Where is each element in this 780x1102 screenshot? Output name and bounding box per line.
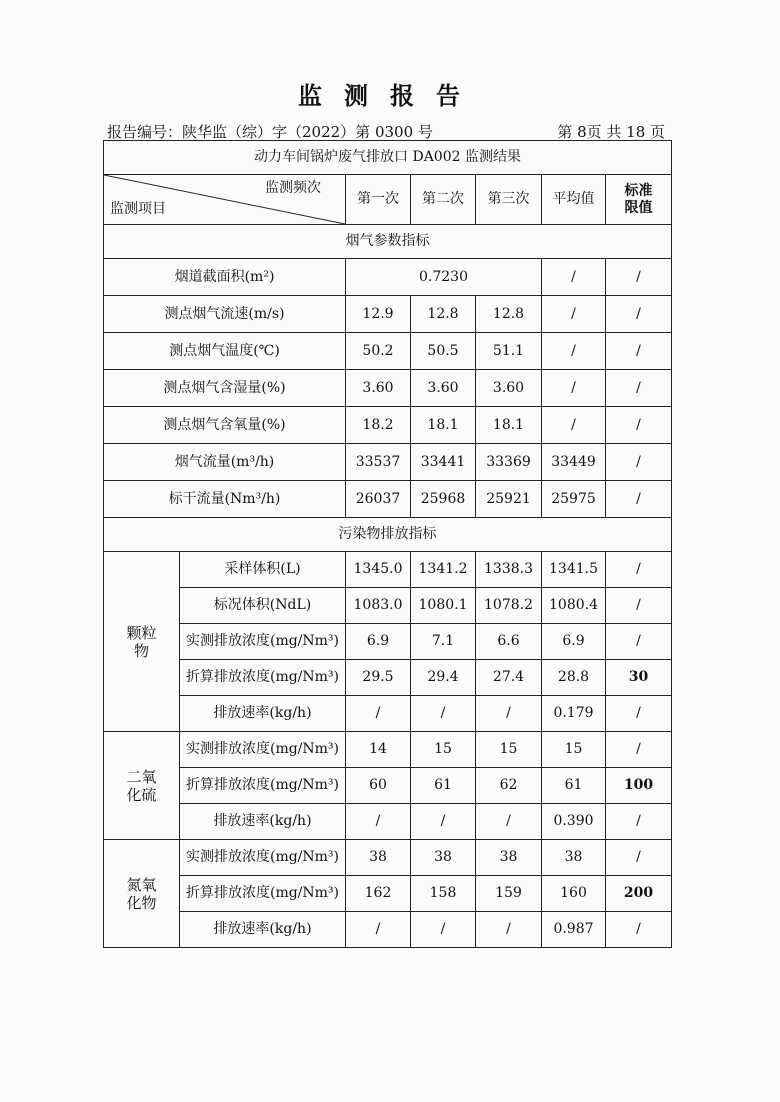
- row-item-label: 烟道截面积(m²): [104, 259, 346, 296]
- value-third: 25921: [476, 481, 542, 518]
- value-first: 60: [346, 768, 411, 804]
- value-average: 28.8: [542, 660, 606, 696]
- value-standard-limit: /: [606, 732, 672, 768]
- table-row: [104, 481, 672, 518]
- value-standard-limit: /: [606, 296, 672, 333]
- col-header-first: 第一次: [346, 175, 411, 225]
- row-item-label: 实测排放浓度(mg/Nm³): [180, 732, 346, 768]
- row-item-label: 折算排放浓度(mg/Nm³): [180, 876, 346, 912]
- value-third: 33369: [476, 444, 542, 481]
- table-row: [104, 588, 672, 624]
- value-third: 12.8: [476, 296, 542, 333]
- diagonal-header-cell: [104, 175, 346, 225]
- value-average: 15: [542, 732, 606, 768]
- report-title: 监测报告: [298, 81, 482, 110]
- value-first: 33537: [346, 444, 411, 481]
- value-average: 25975: [542, 481, 606, 518]
- table-row: [104, 696, 672, 732]
- value-first: 1345.0: [346, 552, 411, 588]
- value-first: 6.9: [346, 624, 411, 660]
- row-item-label: 测点烟气含湿量(%): [104, 370, 346, 407]
- value-third: 18.1: [476, 407, 542, 444]
- table-row: [104, 912, 672, 948]
- section-pollutant-emission: 污染物排放指标: [104, 518, 672, 552]
- value-standard-limit: /: [606, 912, 672, 948]
- value-standard-limit: /: [606, 588, 672, 624]
- header-frequency-label: 监测频次: [265, 180, 321, 196]
- value-average: 38: [542, 840, 606, 876]
- row-item-label: 标况体积(NdL): [180, 588, 346, 624]
- value-average: 6.9: [542, 624, 606, 660]
- value-second: 12.8: [411, 296, 476, 333]
- table-row: [104, 259, 672, 296]
- report-number: 报告编号：陕华监（综）字（2022）第 0300 号: [107, 123, 433, 141]
- value-second: /: [411, 912, 476, 948]
- value-standard-limit: /: [606, 696, 672, 732]
- table-row: [104, 444, 672, 481]
- row-item-label: 测点烟气含氧量(%): [104, 407, 346, 444]
- value-first: 3.60: [346, 370, 411, 407]
- table-row: [104, 333, 672, 370]
- value-second: /: [411, 804, 476, 840]
- value-third: 38: [476, 840, 542, 876]
- value-third: /: [476, 696, 542, 732]
- row-item-label: 排放速率(kg/h): [180, 912, 346, 948]
- value-third: 1078.2: [476, 588, 542, 624]
- value-standard-limit: /: [606, 804, 672, 840]
- value-average: 1341.5: [542, 552, 606, 588]
- value-average: /: [542, 407, 606, 444]
- page-indicator: 第 8页 共 18 页: [557, 123, 665, 141]
- pollutant-group-label: 氮氧化物: [104, 840, 180, 948]
- value-first: 162: [346, 876, 411, 912]
- value-second: /: [411, 696, 476, 732]
- value-third: 51.1: [476, 333, 542, 370]
- value-average: /: [542, 259, 606, 296]
- value-third: /: [476, 912, 542, 948]
- value-second: 15: [411, 732, 476, 768]
- value-second: 50.5: [411, 333, 476, 370]
- value-second: 1341.2: [411, 552, 476, 588]
- value-second: 33441: [411, 444, 476, 481]
- row-item-label: 测点烟气温度(℃): [104, 333, 346, 370]
- value-standard-limit: /: [606, 624, 672, 660]
- value-average: 0.179: [542, 696, 606, 732]
- value-first: 29.5: [346, 660, 411, 696]
- value-first: 18.2: [346, 407, 411, 444]
- value-third: 27.4: [476, 660, 542, 696]
- table-row: [104, 876, 672, 912]
- table-row: [104, 370, 672, 407]
- value-standard-limit: /: [606, 370, 672, 407]
- value-standard-limit: 30: [606, 660, 672, 696]
- col-header-third: 第三次: [476, 175, 542, 225]
- value-first: 50.2: [346, 333, 411, 370]
- row-item-label: 实测排放浓度(mg/Nm³): [180, 624, 346, 660]
- row-item-label: 折算排放浓度(mg/Nm³): [180, 660, 346, 696]
- table-row: [104, 296, 672, 333]
- value-third: 3.60: [476, 370, 542, 407]
- header-item-label: 监测项目: [110, 201, 166, 218]
- row-item-label: 采样体积(L): [180, 552, 346, 588]
- value-second: 61: [411, 768, 476, 804]
- col-header-standard-limit: 标准限值: [606, 175, 672, 225]
- value-second: 158: [411, 876, 476, 912]
- row-item-label: 测点烟气流速(m/s): [104, 296, 346, 333]
- value-standard-limit: /: [606, 552, 672, 588]
- pollutant-group-label: 二氧化硫: [104, 732, 180, 840]
- value-second: 38: [411, 840, 476, 876]
- value-average: 1080.4: [542, 588, 606, 624]
- value-standard-limit: 100: [606, 768, 672, 804]
- value-second: 7.1: [411, 624, 476, 660]
- value-average: 33449: [542, 444, 606, 481]
- table-row: [104, 732, 672, 768]
- row-item-label: 折算排放浓度(mg/Nm³): [180, 768, 346, 804]
- table-row: [104, 840, 672, 876]
- value-standard-limit: /: [606, 840, 672, 876]
- value-average: /: [542, 333, 606, 370]
- value-first: /: [346, 912, 411, 948]
- table-row: [104, 660, 672, 696]
- monitoring-results-table: [103, 140, 672, 948]
- value-second: 1080.1: [411, 588, 476, 624]
- row-item-label: 排放速率(kg/h): [180, 696, 346, 732]
- value-first: /: [346, 804, 411, 840]
- value-standard-limit: /: [606, 259, 672, 296]
- table-row: [104, 407, 672, 444]
- value-third: 6.6: [476, 624, 542, 660]
- row-item-label: 标干流量(Nm³/h): [104, 481, 346, 518]
- value-second: 3.60: [411, 370, 476, 407]
- value-standard-limit: /: [606, 444, 672, 481]
- value-first: 14: [346, 732, 411, 768]
- value-average: 61: [542, 768, 606, 804]
- value-second: 25968: [411, 481, 476, 518]
- pollutant-group-label: 颗粒物: [104, 552, 180, 732]
- value-first: 12.9: [346, 296, 411, 333]
- value-first: 38: [346, 840, 411, 876]
- value-first: 26037: [346, 481, 411, 518]
- value-standard-limit: 200: [606, 876, 672, 912]
- value-standard-limit: /: [606, 407, 672, 444]
- value-second: 18.1: [411, 407, 476, 444]
- row-item-label: 烟气流量(m³/h): [104, 444, 346, 481]
- value-average: 0.390: [542, 804, 606, 840]
- col-header-average: 平均值: [542, 175, 606, 225]
- value-second: 29.4: [411, 660, 476, 696]
- value-standard-limit: /: [606, 333, 672, 370]
- table-row: [104, 804, 672, 840]
- value-average: /: [542, 296, 606, 333]
- table-row: [104, 768, 672, 804]
- value-third: 62: [476, 768, 542, 804]
- table-row: [104, 552, 672, 588]
- value-average: 160: [542, 876, 606, 912]
- row-item-label: 排放速率(kg/h): [180, 804, 346, 840]
- value-third: 15: [476, 732, 542, 768]
- table-title: 动力车间锅炉废气排放口 DA002 监测结果: [104, 141, 672, 175]
- value-first: /: [346, 696, 411, 732]
- value-average: 0.987: [542, 912, 606, 948]
- col-header-second: 第二次: [411, 175, 476, 225]
- section-flue-gas-params: 烟气参数指标: [104, 225, 672, 259]
- table-row: [104, 624, 672, 660]
- value-first: 1083.0: [346, 588, 411, 624]
- row-item-label: 实测排放浓度(mg/Nm³): [180, 840, 346, 876]
- value-third: 159: [476, 876, 542, 912]
- value-third: /: [476, 804, 542, 840]
- value-third: 1338.3: [476, 552, 542, 588]
- value-average: /: [542, 370, 606, 407]
- merged-value-cell: 0.7230: [346, 259, 542, 296]
- value-standard-limit: /: [606, 481, 672, 518]
